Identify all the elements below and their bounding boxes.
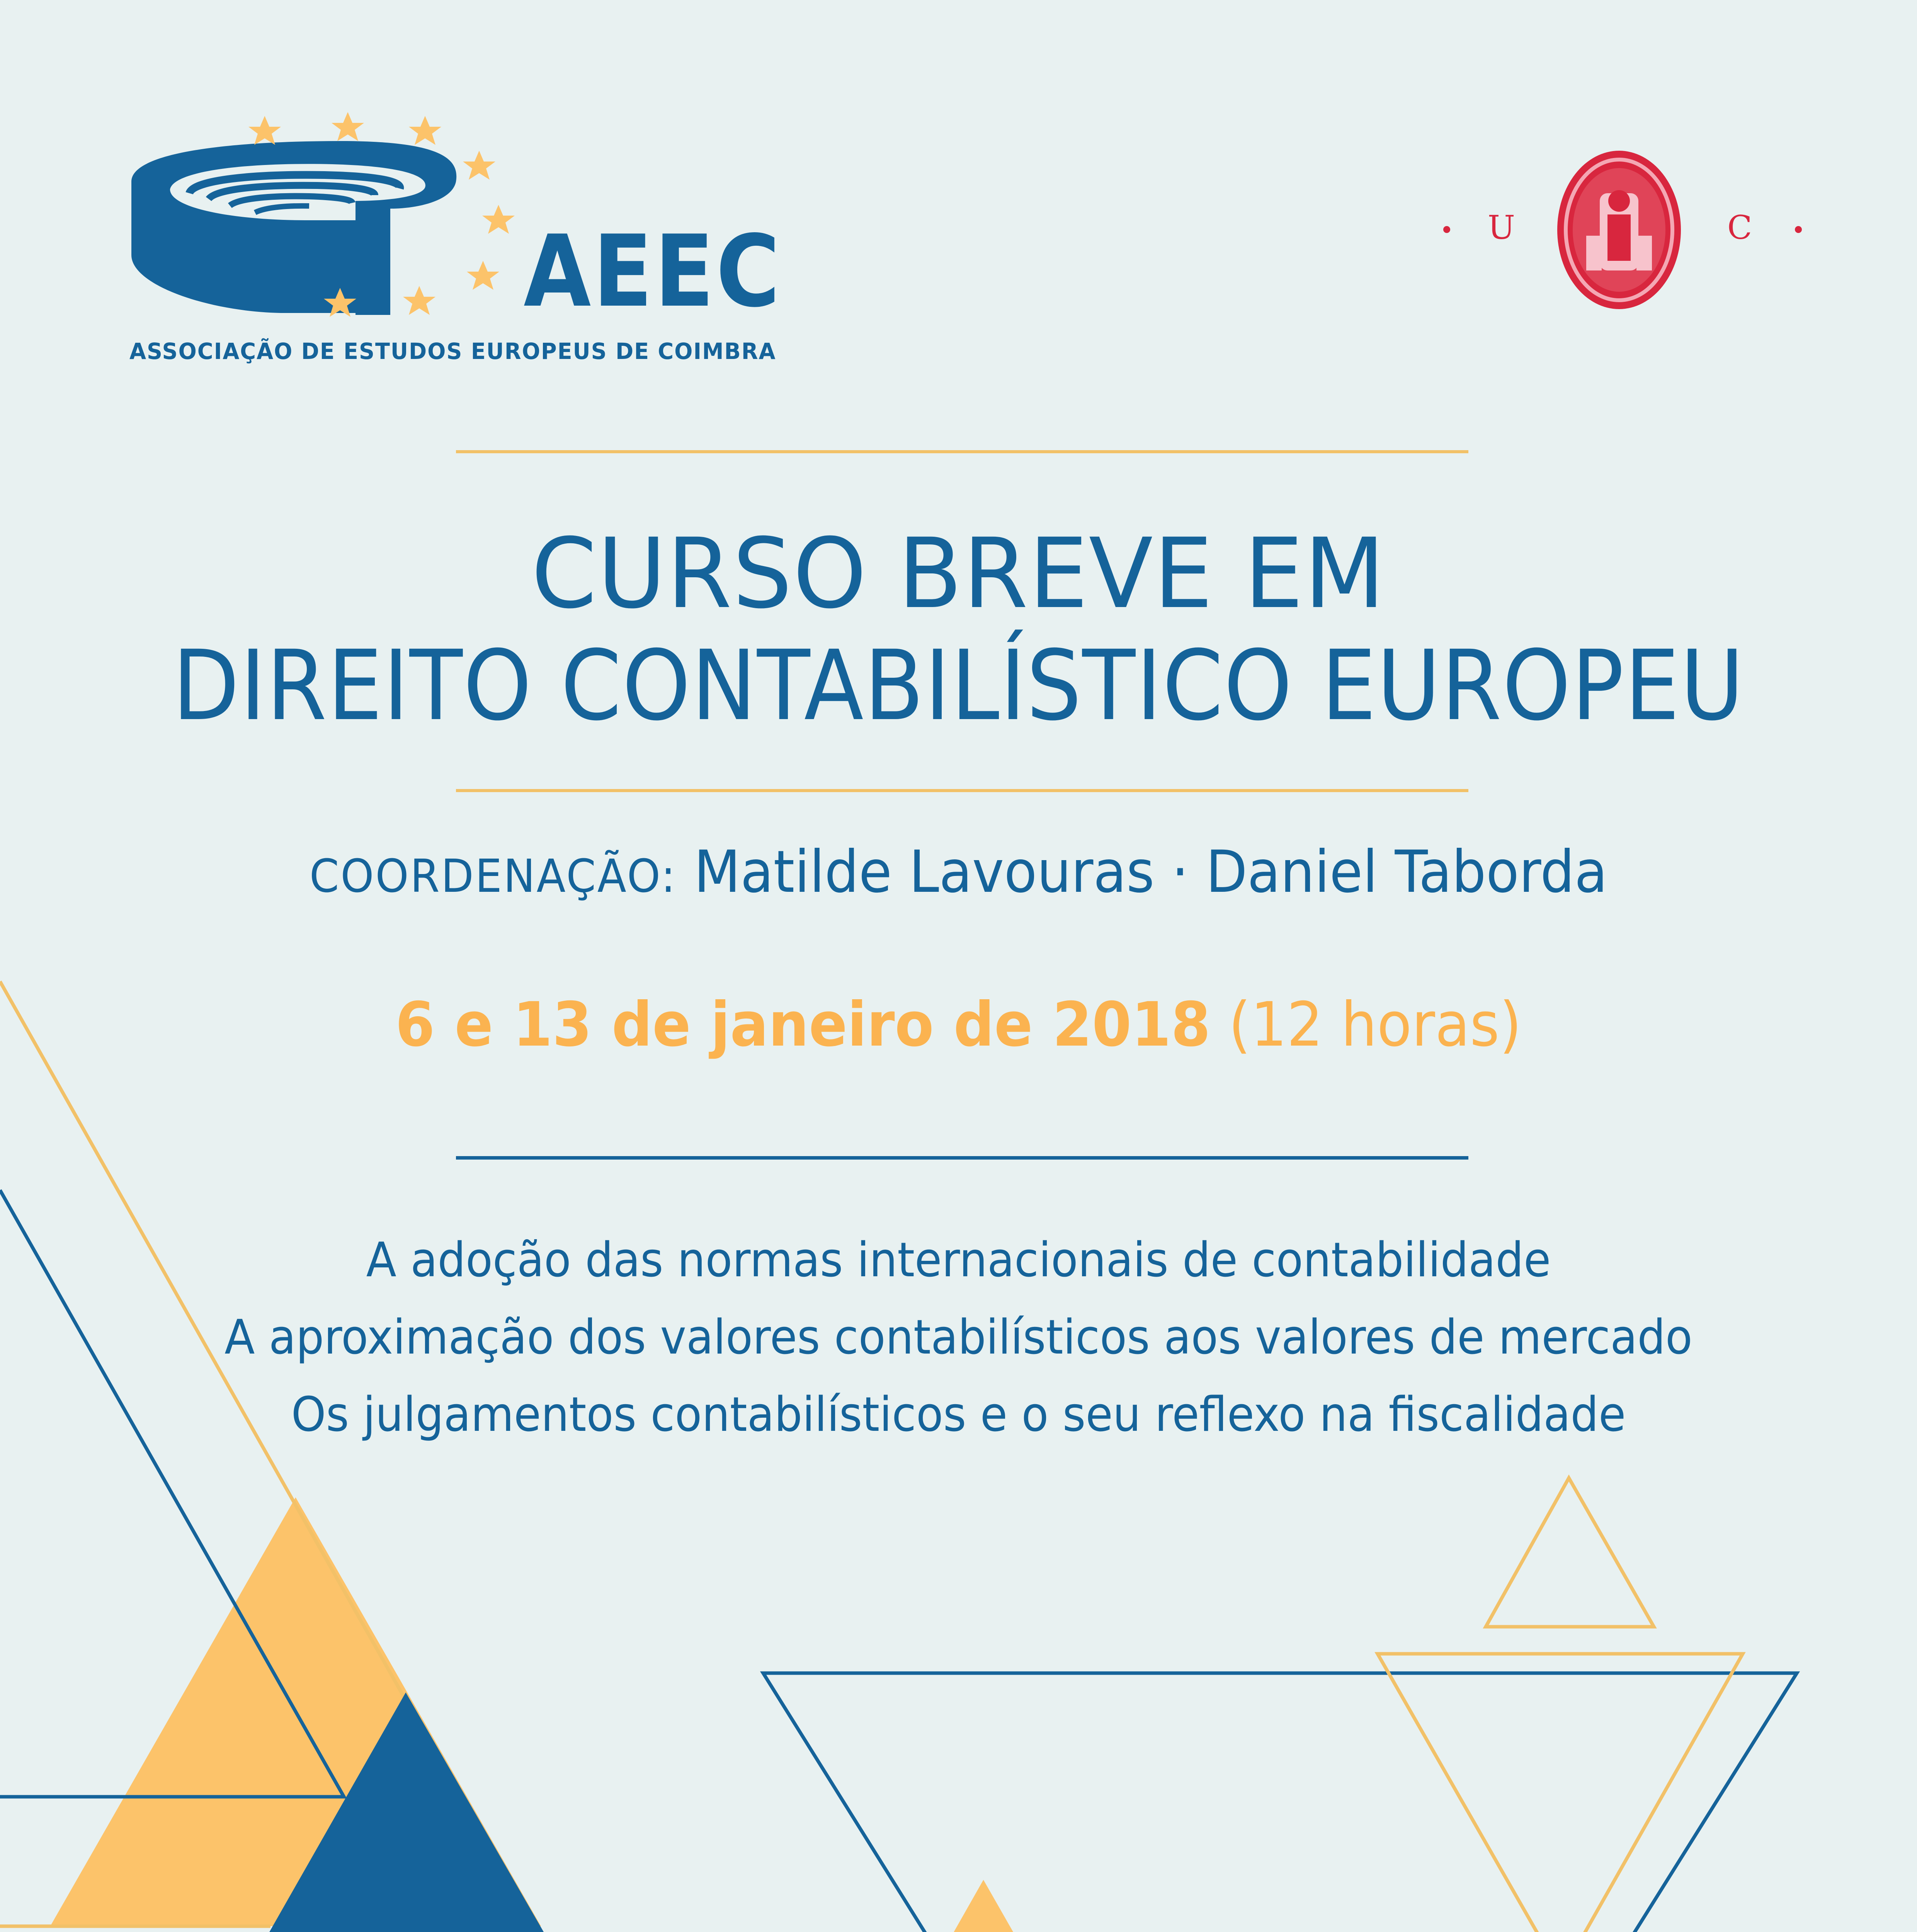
university-seal-icon (1553, 147, 1685, 313)
triangle-outline-orange-inverted (1378, 1654, 1743, 1932)
topic-item: A aproximação dos valores contabilísticos aos valores de mercado (225, 1310, 1692, 1365)
triangle-orange-center (539, 1880, 1430, 1932)
schedule-line (67, 989, 1850, 1060)
aeec-logo (124, 104, 782, 367)
uc-dot-right (1795, 226, 1802, 233)
schedule-hours: (12 horas) (1228, 989, 1522, 1060)
coordination-line (67, 838, 1850, 906)
divider-top (456, 450, 1468, 453)
uc-letter-c: C (1727, 209, 1752, 247)
triangle-outline-blue-inverted (763, 1673, 1797, 1932)
course-title-line-2: DIREITO CONTABILÍSTICO EUROPEU (172, 629, 1745, 742)
topic-item: Os julgamentos contabilísticos e o seu reflexo na fiscalidade (291, 1387, 1626, 1442)
divider-above-topics (456, 1156, 1468, 1160)
topic-item: A adoção das normas internacionais de contabilidade (366, 1233, 1551, 1288)
schedule-dates: 6 e 13 de janeiro de 2018 (395, 989, 1211, 1060)
uc-seal-logo (1426, 147, 1824, 325)
divider-under-title (456, 789, 1468, 792)
uc-dot-left (1443, 226, 1450, 233)
coordination-label: COORDENAÇÃO: (309, 849, 677, 903)
uc-letter-u: U (1488, 209, 1515, 247)
triangle-outline-orange-small (1486, 1478, 1654, 1627)
course-title-line-1: CURSO BREVE EM (531, 517, 1386, 630)
aeec-wordmark: AEEC (524, 214, 782, 329)
aeec-tagline: ASSOCIAÇÃO DE ESTUDOS EUROPEUS DE COIMBRA (129, 338, 776, 364)
coordination-names: Matilde Lavouras · Daniel Taborda (694, 838, 1608, 906)
